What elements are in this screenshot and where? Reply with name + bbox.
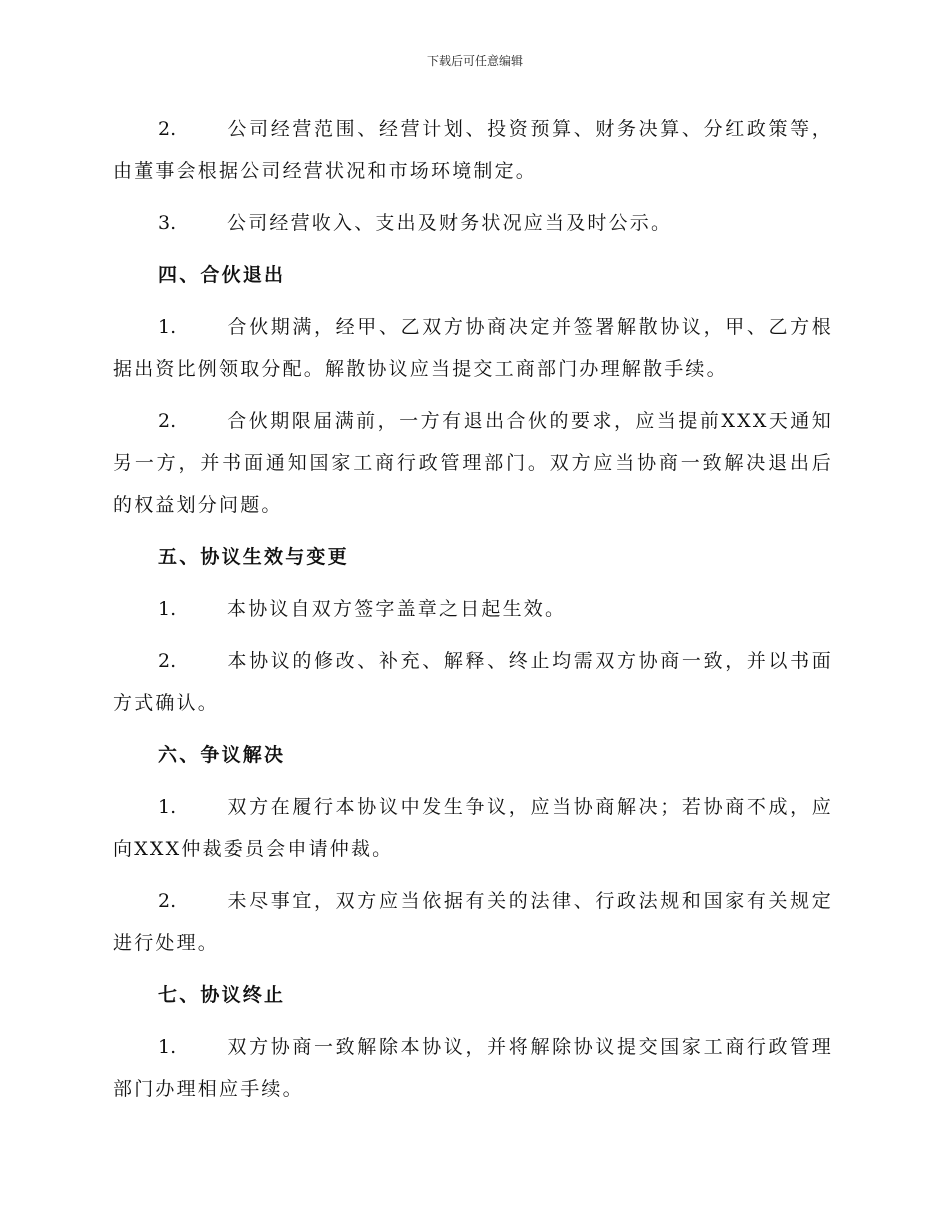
clause-7-1 bbox=[113, 1026, 833, 1110]
page-header: 下载后可任意编辑 bbox=[426, 54, 523, 68]
clause-number: 2. bbox=[158, 650, 177, 672]
clause-text: 双方协商一致解除本协议，并将解除协议提交国家工商行政管理部门办理相应手续。 bbox=[113, 1036, 833, 1100]
section-heading-7: 七、协议终止 bbox=[158, 984, 286, 1006]
section-heading-5: 五、协议生效与变更 bbox=[158, 546, 349, 568]
section-heading-6: 六、争议解决 bbox=[158, 744, 286, 766]
clause-text: 合伙期满，经甲、乙双方协商决定并签署解散协议，甲、乙方根据出资比例领取分配。解散协议应当提交工商部门办理解散手续。 bbox=[113, 316, 833, 380]
clause-4-1 bbox=[113, 306, 833, 390]
clause-number: 1. bbox=[158, 316, 177, 338]
clause-number: 2. bbox=[158, 118, 177, 140]
clause-3-2 bbox=[113, 108, 833, 192]
clause-6-2 bbox=[113, 880, 833, 964]
clause-6-1 bbox=[113, 786, 833, 870]
clause-number: 2. bbox=[158, 410, 177, 432]
document-body bbox=[113, 108, 833, 1120]
clause-text: 本协议自双方签字盖章之日起生效。 bbox=[227, 598, 567, 620]
clause-5-2 bbox=[113, 640, 833, 724]
clause-number: 1. bbox=[158, 598, 177, 620]
clause-text: 未尽事宜，双方应当依据有关的法律、行政法规和国家有关规定进行处理。 bbox=[113, 890, 833, 954]
clause-3-3 bbox=[113, 202, 833, 244]
clause-text: 双方在履行本协议中发生争议，应当协商解决；若协商不成，应向XXX仲裁委员会申请仲裁。 bbox=[113, 796, 833, 860]
clause-number: 1. bbox=[158, 1036, 177, 1058]
clause-text: 公司经营收入、支出及财务状况应当及时公示。 bbox=[227, 212, 673, 234]
clause-5-1 bbox=[113, 588, 833, 630]
clause-number: 1. bbox=[158, 796, 177, 818]
clause-text: 合伙期限届满前，一方有退出合伙的要求，应当提前XXX天通知另一方，并书面通知国家工商行政管理部门。双方应当协商一致解决退出后的权益划分问题。 bbox=[113, 410, 833, 516]
clause-text: 本协议的修改、补充、解释、终止均需双方协商一致，并以书面方式确认。 bbox=[113, 650, 833, 714]
clause-text: 公司经营范围、经营计划、投资预算、财务决算、分红政策等，由董事会根据公司经营状况和市场环境制定。 bbox=[113, 118, 833, 182]
section-heading-4: 四、合伙退出 bbox=[158, 264, 286, 286]
clause-number: 2. bbox=[158, 890, 177, 912]
clause-number: 3. bbox=[158, 212, 177, 234]
clause-4-2 bbox=[113, 400, 833, 526]
